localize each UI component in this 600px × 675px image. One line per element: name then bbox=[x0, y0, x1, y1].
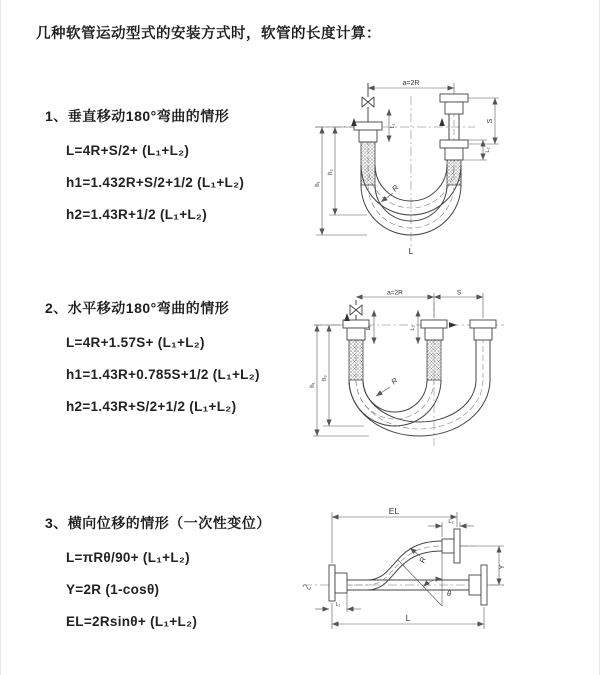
dim-label-l1: L₁ bbox=[335, 602, 341, 608]
dim-label-h1: h₁ bbox=[310, 382, 316, 388]
formula-line: L=4R+1.57S+ (L₁+L₂) bbox=[66, 335, 205, 350]
dim-label-s: S bbox=[456, 289, 462, 297]
radius-label: R bbox=[390, 183, 401, 194]
formula-line: Y=2R (1-cosθ) bbox=[66, 582, 160, 597]
dim-label-s: S bbox=[487, 118, 494, 124]
dim-label-l1: L₁ bbox=[390, 123, 396, 129]
diagram-horizontal-180-bend bbox=[309, 288, 599, 458]
dim-label-el: EL bbox=[388, 506, 400, 516]
dim-label-l2: L₂ bbox=[410, 325, 416, 331]
dim-label-l1: L₁ bbox=[366, 325, 372, 331]
radius-leader bbox=[410, 548, 420, 556]
angle-label: θ bbox=[446, 589, 452, 598]
section-3 bbox=[45, 513, 271, 629]
section-2-heading: 2、水平移动180°弯曲的情形 bbox=[45, 300, 230, 316]
diagram-lateral-displacement bbox=[299, 503, 599, 648]
radius-leader bbox=[376, 387, 390, 396]
dim-label-l2: L₂ bbox=[485, 147, 491, 153]
section-2 bbox=[45, 298, 260, 414]
dim-label-a2r: a=2R bbox=[387, 289, 403, 297]
dim-label-l: L bbox=[408, 246, 414, 256]
dim-label-l: L bbox=[405, 613, 411, 623]
section-1 bbox=[45, 106, 244, 222]
formula-line: L=4R+S/2+ (L₁+L₂) bbox=[66, 143, 190, 158]
hose-s-curve bbox=[347, 529, 474, 590]
dim-label-l2: L₂ bbox=[448, 519, 454, 525]
dim-label-a2r: a=2R bbox=[402, 80, 420, 87]
up-arrow-icon bbox=[439, 118, 445, 126]
right-arrow-icon bbox=[449, 322, 457, 328]
formula-line: h2=1.43R+1/2 (L₁+L₂) bbox=[66, 207, 208, 222]
dim-label-h1: h₁ bbox=[315, 181, 321, 187]
section-3-heading: 3、横向位移的情形（一次性变位） bbox=[45, 515, 271, 531]
radius-label: R bbox=[417, 556, 428, 565]
dim-label-h2: h₂ bbox=[328, 169, 334, 175]
valve-icon bbox=[350, 305, 362, 315]
left-pipe bbox=[354, 122, 382, 185]
formula-line: h1=1.432R+S/2+1/2 (L₁+L₂) bbox=[66, 175, 245, 190]
middle-pipe bbox=[421, 320, 447, 380]
hose-u-bend-original bbox=[349, 380, 441, 426]
up-arrow-icon bbox=[344, 313, 350, 321]
hose-u-bend-moved bbox=[349, 380, 490, 436]
dim-label-y: Y bbox=[499, 564, 506, 570]
page-title: 几种软管运动型式的安装方式时，软管的长度计算： bbox=[36, 26, 381, 42]
dim-label-h2: h₂ bbox=[322, 375, 328, 381]
section-1-heading: 1、垂直移动180°弯曲的情形 bbox=[45, 108, 230, 124]
left-flange bbox=[329, 565, 347, 601]
formula-line: h2=1.43R+S/2+1/2 (L₁+L₂) bbox=[66, 399, 237, 414]
radius-label: R bbox=[389, 375, 400, 387]
formula-line: EL=2Rsinθ+ (L₁+L₂) bbox=[66, 614, 198, 629]
formula-line: h1=1.43R+0.785S+1/2 (L₁+L₂) bbox=[66, 367, 260, 382]
valve-icon bbox=[362, 97, 374, 107]
diagram-vertical-180-bend bbox=[309, 72, 594, 257]
formula-line: L=πRθ/90+ (L₁+L₂) bbox=[66, 550, 190, 565]
